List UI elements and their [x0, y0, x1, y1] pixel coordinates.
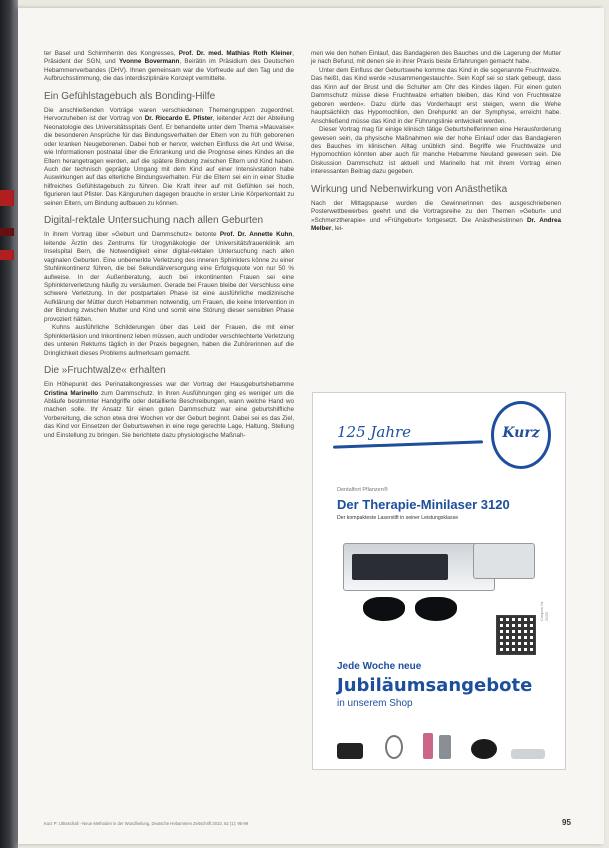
section-heading-examination: Digital-rektale Untersuchung nach allen Geburten [44, 215, 264, 227]
section-heading-anaesthetics: Wirkung und Nebenwirkung von Anästhetika [311, 183, 508, 195]
bag-icon [337, 743, 363, 759]
ad-shop-line: in unserem Shop [337, 698, 413, 709]
section-heading-bonding: Ein Gefühlstagebuch als Bonding-Hilfe [44, 90, 216, 102]
bold-name: Dr. Andrea Melber [311, 216, 561, 233]
swoosh-decoration [333, 440, 483, 448]
intro-paragraph: ter Basel und Schirmherrin des Kongresses, Prof. Dr. med. Mathias Roth Kleiner, Präsident der SGN, und Yvonne Bovermann, Beirätin im Präsidium des Deutschen Hebammenverbandes (DHV). Ihnen gemeinsam war die Vorfreude auf den Tag und die Aufbruchsstimmung, die das interdisziplinäre Konzept vermittelte. [44, 50, 294, 83]
fruchtwalze-paragraph-3: Dieser Vortrag mag für einige klinisch tätige Geburtshelferinnen eine Herausforderung gewesen sein, da physische Maßnahmen wie der hohe Einlauf oder das Bandagieren des Bauches im klinischen Alltag unüblich sind. Begriffe wie Fruchtwalze und Hypomochlion könnten aber auch für manche Hebamme Neuland gewesen sein. Die Diskussion Dammschutz ist aktuell und Marinello hat mit ihrem Vortrag einen interessanten Beitrag dazu gegeben. [311, 126, 561, 176]
spine-red-mark [0, 228, 14, 236]
fruchtwalze-paragraph-2: Unter dem Einfluss der Geburtswehe komme das Kind in die sogenannte Fruchtwalze. Das heißt, das Kind werde »zusammengestaucht«. Sein Kopf sei so stark gebeugt, dass das Kinn auf der Brust und die Schulter am Ohr des Kindes lägen. Für einen guten Dammschutz müsse diese Fruchtwalze erhalten bleiben, das Kind von Fruchtwalze geboren werden«. Dazu dürfe das Vorderhaupt erst steigen, wenn die Wehe hauptsächlich das Hypomochlion, den Drehpunkt an der Symphyse, erreicht habe. Anschließend müsse das Kind in der Führungslinie entwickelt werden. [311, 66, 561, 125]
magazine-spine [0, 0, 18, 848]
laser-case-insert [352, 554, 448, 580]
right-column [311, 50, 561, 234]
fruchtwalze-paragraph: Ein Höhepunkt des Perinatalkongresses war der Vortrag der Hausgeburtshebamme Cristina Marinello zum Dammschutz. In ihren Ausführungen ging es weniger um die Abläufe bestimmter Handgriffe oder detaillierte Beschreibungen, wann welche Hand wo machen solle. Ihr Ansatz für einen guten Dammschutz war eine geburtshilfliche Vorbereitung, die schon etwa drei Wochen vor der Geburt beginnt. Dabei sei es das Ziel, das Kind vor Einsetzen der Geburtswehen in eine rege gerechte Lage, Haltung, Stellung und Einstellung zu bringen. Sie berichtete dazu physiologische Maßnah- [44, 381, 294, 439]
safety-glasses-image [363, 597, 459, 623]
ad-weekly-line: Jede Woche neue [337, 661, 422, 672]
logo-text: Kurz [502, 425, 540, 441]
product-strip [331, 729, 551, 759]
advertisement[interactable] [312, 392, 566, 770]
scale-icon [511, 749, 545, 759]
page-number: 95 [562, 818, 571, 827]
continuation-paragraph: men wie den hohen Einlauf, das Bandagieren des Bauches und die Lagerung der Mutter je nach Befund, mit denen sie in ihrer Praxis beste Erfahrungen gemacht habe. [311, 50, 561, 66]
bold-name: Cristina Marinello [44, 389, 99, 397]
ad-product-title: Der Therapie-Minilaser 3120 [337, 497, 510, 512]
bold-name: Yvonne Bovermann [118, 58, 180, 66]
device-icon [439, 735, 451, 759]
ad-kicker: Dentalfort Pflanzen® [337, 487, 388, 493]
footer-citation: Kurz P: Ultraschall - Neue Methoden in der Wundheilung, Deutsche Hebammen Zeitschrift 2010, 62 (1): 95-99 [44, 821, 249, 826]
section-heading-fruchtwalze: Die »Fruchtwalze« erhalten [44, 365, 166, 377]
ad-subline: Der kompakteste Laserstift in seiner Leistungsklasse [337, 515, 459, 521]
blood-pressure-icon [471, 739, 497, 759]
glasses-lens [415, 597, 457, 621]
ad-vertical-text: Coupon Nr. 2025 [539, 600, 549, 621]
glasses-lens [363, 597, 405, 621]
ad-jubilee-headline: Jubiläumsangebote [337, 675, 533, 696]
battery-charger-image [473, 543, 535, 579]
bold-name: Prof. Dr. Annette Kuhn [219, 231, 293, 239]
examination-paragraph-2: Kuhns ausführliche Schilderungen über das Leid der Frauen, die mit einer Sphinkterläsion und Inkontinenz leben müssen, auch und/oder verschlechterte Verletzung des unteren Rektums täglich in der Praxis begegnen, haben die Zuhörerinnen auf die Dringlichkeit dieses Problems aufmerksam gemacht. [44, 324, 294, 357]
anaesthetics-paragraph: Nach der Mittagspause wurden die Gewinnerinnen des ausgeschriebenen Posterwettbewerbes geehrt und die Vortragsreihe zu den Themen »Geburt« und »Schmerztherapie« und »Frühgeburt« fortgesetzt. Die Anästhesistinnen Dr. Andrea Melber, lei- [311, 199, 561, 233]
qr-code-icon[interactable] [496, 615, 536, 655]
spine-red-mark [0, 250, 14, 260]
bonding-paragraph: Die anschließenden Vorträge waren verschiedenen Themengruppen zugeordnet. Hervorzuheben ist der Vortrag von Dr. Riccardo E. Pfister, leitender Arzt der Abteilung Neonatologie des Universitätsspitals Genf. Er behandelte unter dem Thema »Mauvaise« die besonderen Ansprüche für das Bindungsverhalten der Eltern von zu früh geborenen oder kranken Neugeborenen. Dabei hob er hervor, welchen Einfluss die Art und Weise, wie Informationen postnatal über die Erkrankung und die Prognose eines Kindes an die Eltern herangetragen werden, auf die spätere Bindung zwischen Eltern und Kind haben. Auch der technisch geprägte Umgang mit dem Kind auf einer Intensivstation habe Auswirkungen auf das elterliche Bindungsverhalten. Für die Eltern sei ein in einer Studie hilfreiches Gefühlstagebuch zu führen. Die Kraft ihrer auf mit Gefühlen sei hoch, figurieren laut Pfister. Das Känguruhen dagegen brauche in erster Linie Körperkontakt zu seinen Eltern, um Bindung aufbauen zu können. [44, 106, 294, 207]
bold-name: Prof. Dr. med. Mathias Roth Kleiner [178, 50, 293, 57]
scissors-icon [385, 735, 403, 759]
device-icon [423, 733, 433, 759]
examination-paragraph: In ihrem Vortrag über »Geburt und Dammschutz« betonte Prof. Dr. Annette Kuhn, leitende Ärztin des Zentrums für Urogynäkologie der Universitätsfrauenklinik am Inselspital Bern, die Notwendigkeit einer digital-rektalen Untersuchung nach allen vaginalen Geburten. Eine unbemerkte Verletzung des inneren Sphinkters könne zu einer Stuhlinkontinenz führen, die bei Sekundärversorgung eine Erfolgsquote von nur 50 % aufweise. In der Außenberatung, auch bei inkontinenten Frauen sei eine Sphinkterverletzung häufig zu versäumen. Gerade bei Frauen bleibe der Verschluss eine schwere Verletzung. In der postpartalen Phase ist eine ausführliche medizinische Aufklärung der Mütter durch Hebammen notwendig, um Frauen, die keine Intervention in der Bindung zwischen Mutter und Kind und somit eine Störung dieser sensiblen Phase provoziert hätten. [44, 231, 294, 323]
anniversary-label: 125 Jahre [337, 423, 412, 441]
bold-name: Dr. Riccardo E. Pfister [144, 115, 213, 123]
spine-red-mark [0, 190, 14, 206]
kurz-logo [491, 401, 551, 469]
left-column [44, 50, 294, 440]
